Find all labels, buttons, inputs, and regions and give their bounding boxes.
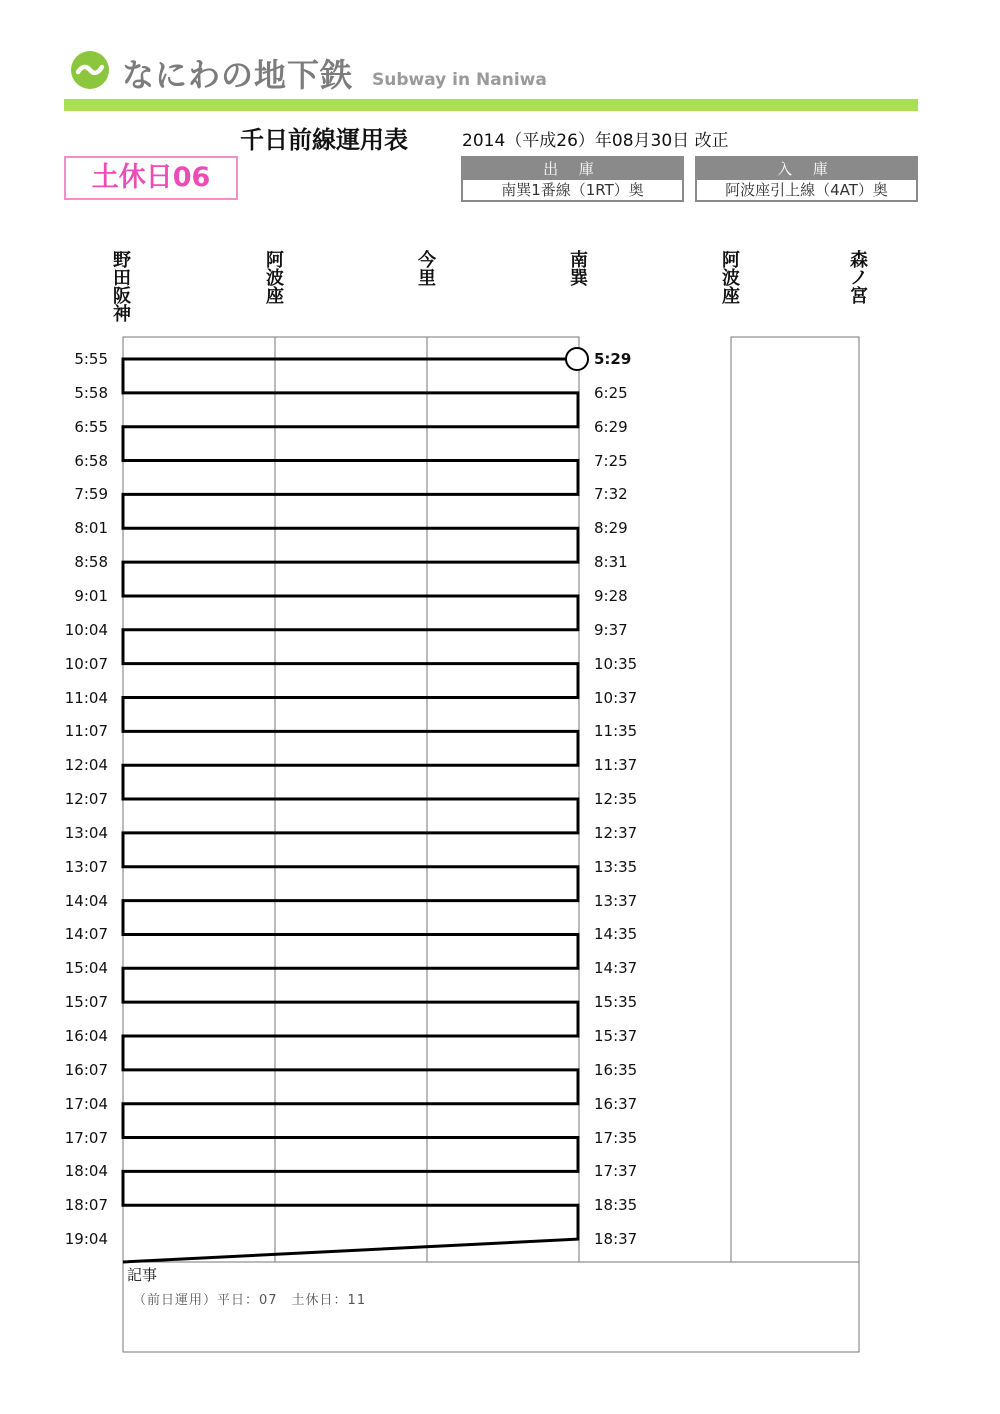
brand-name: なにわの地下鉄 (122, 56, 354, 94)
right-time-label: 17:35 (594, 1128, 638, 1147)
train-trip-path (123, 359, 578, 1262)
left-time-label: 17:07 (64, 1128, 108, 1147)
right-time-label: 8:29 (594, 519, 628, 538)
station-morinomiya: 森 ノ 宮 (850, 250, 868, 307)
left-time-label: 8:58 (74, 553, 108, 572)
right-time-label: 13:35 (594, 857, 638, 876)
left-time-label: 8:01 (74, 519, 108, 538)
right-time-label: 12:35 (594, 790, 638, 809)
left-time-label: 17:04 (64, 1094, 108, 1113)
remarks-title: 記事 (127, 1266, 158, 1284)
revision-date: 2014（平成26）年08月30日 改正 (462, 131, 729, 151)
station-awaza: 阿 波 座 (266, 250, 284, 307)
left-time-label: 16:04 (64, 1027, 108, 1045)
left-time-label: 15:04 (64, 959, 108, 978)
left-time-label: 14:07 (64, 925, 108, 944)
right-time-label: 9:28 (594, 586, 628, 605)
depot-in-label: 入 庫 (697, 158, 916, 180)
right-time-label: 16:35 (594, 1060, 638, 1079)
operation-number-badge: 土休日06 (64, 156, 238, 200)
left-time-label: 12:04 (64, 756, 108, 775)
right-time-label: 5:29 (594, 350, 632, 368)
left-time-label: 10:07 (64, 654, 108, 673)
right-time-label: 15:37 (594, 1027, 638, 1045)
left-time-label: 15:07 (64, 993, 108, 1012)
depot-out-value: 南巽1番線（1RT）奥 (501, 181, 644, 199)
left-time-label: 18:04 (64, 1162, 108, 1181)
right-time-label: 10:37 (594, 688, 638, 707)
right-time-label: 7:32 (594, 485, 628, 504)
right-time-label: 7:25 (594, 451, 628, 470)
right-time-label: 14:35 (594, 925, 638, 944)
right-time-label: 8:31 (594, 553, 628, 572)
station-imazato: 今 里 (418, 250, 436, 289)
left-time-label: 16:07 (64, 1060, 108, 1079)
left-time-label: 7:59 (74, 485, 108, 504)
page-title: 千日前線運用表 (240, 126, 408, 154)
right-time-label: 11:35 (594, 722, 638, 741)
right-time-label: 12:37 (594, 823, 638, 842)
right-time-label: 18:35 (594, 1196, 638, 1215)
right-time-label: 15:35 (594, 993, 638, 1012)
right-time-label: 9:37 (594, 620, 628, 639)
left-time-label: 18:07 (64, 1196, 108, 1215)
left-time-label: 5:58 (74, 383, 108, 402)
depot-departure-marker (566, 348, 588, 370)
left-time-label: 19:04 (64, 1230, 108, 1249)
left-time-label: 9:01 (74, 586, 108, 605)
left-time-label: 14:04 (64, 891, 108, 910)
brand-subtitle: Subway in Naniwa (372, 70, 547, 90)
right-time-label: 6:25 (594, 383, 628, 402)
station-noda-hanshin: 野 田 阪 神 (113, 250, 131, 325)
right-time-label: 18:37 (594, 1230, 638, 1249)
station-awaza-2: 阿 波 座 (722, 250, 740, 307)
remarks-note: （前日運用）平日：07 土休日：11 (133, 1293, 367, 1308)
right-time-label: 10:35 (594, 654, 638, 673)
right-time-label: 14:37 (594, 959, 638, 978)
right-time-label: 11:37 (594, 756, 638, 775)
left-time-label: 11:04 (64, 688, 108, 707)
left-time-label: 6:55 (74, 417, 108, 436)
depot-in-value: 阿波座引上線（4AT）奥 (725, 181, 888, 199)
right-time-label: 13:37 (594, 891, 638, 910)
left-time-label: 13:04 (64, 823, 108, 842)
left-time-label: 11:07 (64, 722, 108, 741)
right-time-label: 17:37 (594, 1162, 638, 1181)
left-time-label: 10:04 (64, 620, 108, 639)
left-time-label: 5:55 (74, 350, 108, 368)
right-time-label: 6:29 (594, 417, 628, 436)
right-time-label: 16:37 (594, 1094, 638, 1113)
left-time-label: 13:07 (64, 857, 108, 876)
left-time-label: 6:58 (74, 451, 108, 470)
left-time-label: 12:07 (64, 790, 108, 809)
depot-out-label: 出 庫 (463, 158, 682, 180)
station-minami-tatsumi: 南 巽 (570, 250, 588, 289)
